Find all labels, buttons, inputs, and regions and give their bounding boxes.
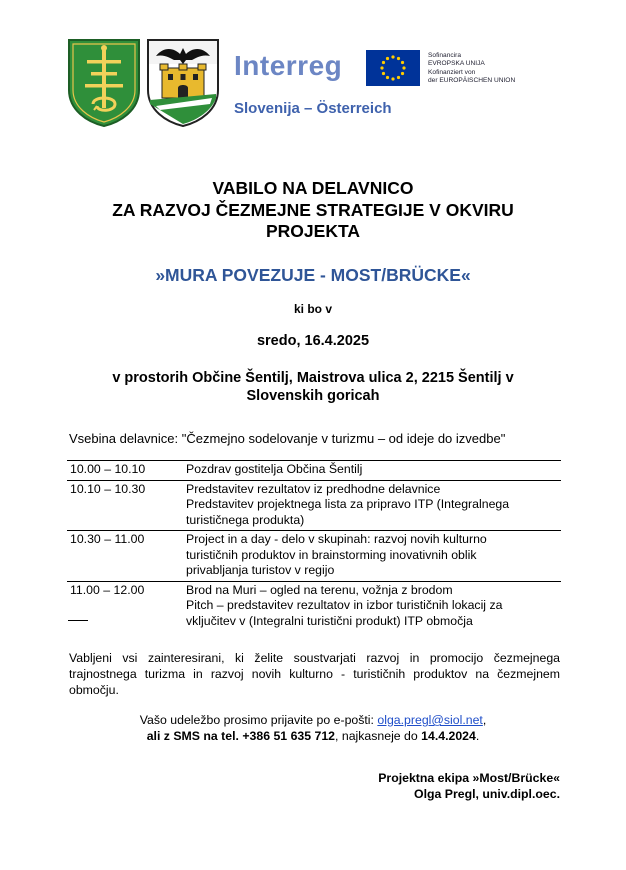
registration-prefix: Vašo udeležbo prosimo prijavite po e-pošti: [139, 713, 378, 727]
eu-star-icon [386, 57, 389, 60]
eu-cofinancing-text [428, 52, 515, 86]
agenda-line: Predstavitev projektnega lista za pripravo ITP (Integralnega [186, 497, 510, 511]
agenda-line: Pozdrav gostitelja Občina Šentilj [186, 462, 363, 476]
agenda-line: turističnih produktov in brainstorming inovativnih oblik [186, 547, 477, 562]
agenda-line: Predstavitev rezultatov iz predhodne delavnice [186, 481, 441, 496]
comma: , [482, 713, 487, 727]
eu-star-icon [391, 77, 394, 80]
agenda-line: vključitev v (Integralni turistični produkt) ITP območja [186, 613, 473, 628]
eu-text-line-2: EVROPSKA UNIJA [428, 60, 485, 68]
agenda-line: Project in a day - delo v skupinah: razvoj novih kulturno [186, 532, 487, 546]
eu-star-icon [380, 66, 383, 69]
agenda-time: 10.10 – 10.30 [70, 481, 146, 496]
table-row [67, 581, 561, 631]
title-line-1: VABILO NA DELAVNICO [212, 178, 414, 198]
agenda-description [184, 480, 561, 531]
event-date: sredo, 16.4.2025 [256, 333, 370, 349]
table-row [67, 531, 561, 582]
agenda-table [67, 460, 561, 631]
agenda-description [184, 531, 561, 582]
agenda-description [184, 461, 561, 481]
table-row [67, 461, 561, 481]
eu-text-line-1: Sofinancira [428, 52, 461, 59]
sentilj-municipality-crest [67, 38, 141, 128]
divider [68, 620, 88, 621]
interreg-region-text: Slovenija – Österreich [234, 100, 392, 117]
invitation-paragraph: Vabljeni vsi zainteresirani, ki želite soustvarjati razvoj in promocijo čezmejnega trajnostnega turizma in razvoj novih kulturno - turističnih produktov na čezmejnem območju. [69, 651, 560, 697]
eu-star-icon [386, 76, 389, 79]
project-name: »MURA POVEZUJE - MOST/BRÜCKE« [155, 265, 471, 285]
agenda-time: 10.00 – 10.10 [70, 462, 146, 476]
registration-info [40, 712, 586, 744]
table-row [67, 480, 561, 531]
eu-star-icon [401, 61, 404, 64]
interreg-logo-text: Interreg [234, 50, 343, 81]
venue-line-2: Slovenskih goricah [246, 388, 380, 404]
registration-line-2 [40, 728, 586, 744]
project-team: Projektna ekipa »Most/Brücke« [378, 771, 560, 785]
agenda-time: 11.00 – 12.00 [70, 582, 145, 597]
deadline-prefix: , najkasneje do [335, 729, 422, 743]
sms-phone: ali z SMS na tel. +386 51 635 712 [146, 729, 336, 743]
eu-star-icon [382, 72, 385, 75]
agenda-line: Brod na Muri – ogled na terenu, vožnja z brodom [186, 582, 453, 597]
invitation-title [40, 178, 586, 243]
eu-star-icon [382, 61, 385, 64]
eu-star-icon [401, 72, 404, 75]
eu-flag-icon [366, 50, 420, 86]
signatory-name: Olga Pregl, univ.dipl.oec. [414, 787, 560, 801]
eu-text-line-3: Kofinanziert von [428, 68, 476, 76]
agenda-line: turističnega produkta) [186, 512, 305, 527]
period: . [475, 729, 480, 743]
title-line-2: ZA RAZVOJ ČEZMEJNE STRATEGIJE V OKVIRU [112, 199, 514, 220]
eu-star-icon [402, 66, 405, 69]
eu-star-icon [391, 55, 394, 58]
agenda-description [184, 581, 561, 631]
title-line-3: PROJEKTA [266, 221, 360, 241]
eu-star-icon [397, 57, 400, 60]
ki-bo-v-text: ki bo v [293, 302, 332, 316]
agenda-time: 10.30 – 11.00 [70, 532, 145, 546]
venue-line-1: v prostorih Občine Šentilj, Maistrova ulica 2, 2215 Šentilj v [112, 370, 514, 386]
eu-text-line-4: der EUROPÄISCHEN UNION [428, 77, 516, 85]
agenda-line: privabljanja turistov v regijo [186, 563, 335, 577]
workshop-content-label: Vsebina delavnice: "Čezmejno sodelovanje v turizmu – od ideje do izvedbe" [69, 431, 506, 446]
castle-eagle-crest [146, 38, 220, 128]
signature-block [378, 770, 560, 802]
agenda-line: Pitch – predstavitev rezultatov in izbor turističnih lokacij za [186, 598, 503, 612]
registration-line-1 [40, 712, 586, 728]
eu-star-icon [397, 76, 400, 79]
event-venue [40, 369, 586, 405]
email-link[interactable]: olga.pregl@siol.net [377, 713, 483, 727]
deadline-date: 14.4.2024 [421, 729, 476, 743]
